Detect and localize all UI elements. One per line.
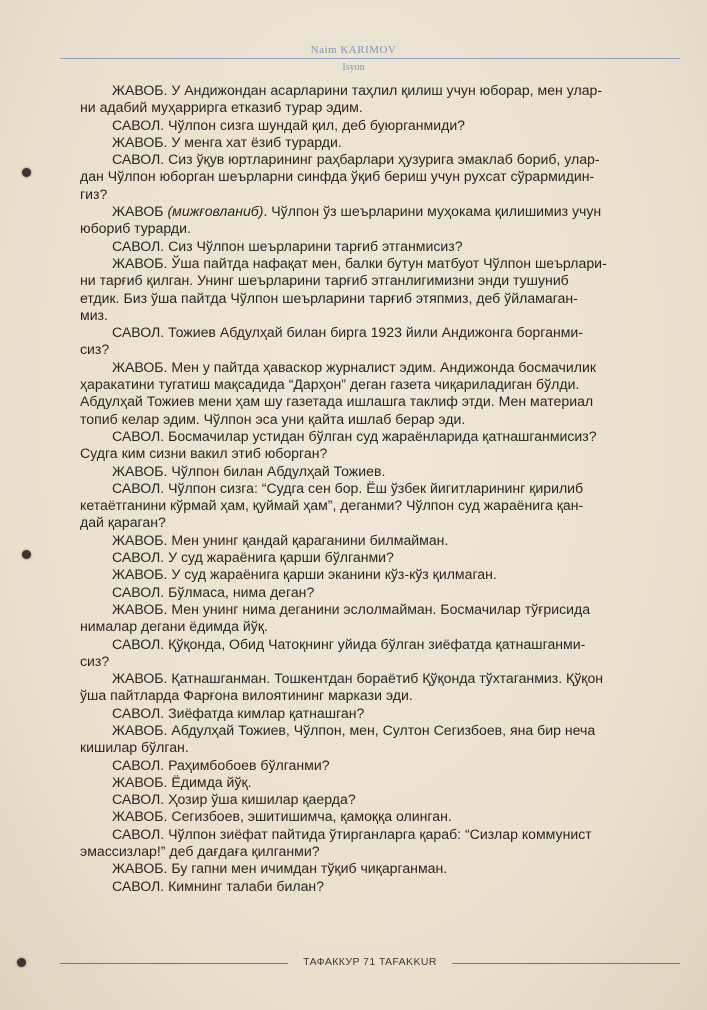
text-line: САВОЛ. Ҳозир ўша кишилар қаерда? xyxy=(112,791,356,808)
text-line: эмассизлар!” деб дағдаға қилганми? xyxy=(80,843,320,860)
text-line: ЖАВОБ. У Андижондан асарларини таҳлил қилиш учун юборар, мен улар- xyxy=(112,82,603,98)
text-line: топиб келар эдим. Чўлпон эса уни қайта ишлаб берар эди. xyxy=(80,410,466,427)
text-line: САВОЛ. Раҳимбобоев бўлганми? xyxy=(112,756,330,773)
text-line: САВОЛ. Босмачилар устидан бўлган суд жараёнларида қатнашганмисиз? xyxy=(112,427,597,444)
text-line: ЖАВОБ. Абдулҳай Тожиев, Чўлпон, мен, Султон Сегизбоев, яна бир неча xyxy=(112,721,596,738)
text-line: САВОЛ. Тожиев Абдулҳай билан бирга 1923 йили Андижонга борганми- xyxy=(112,324,583,341)
text-line: дан Чўлпон юборган шеърларни синфда ўқиб бериш учун рухсат сўрармидин- xyxy=(80,168,595,185)
binder-hole-icon xyxy=(17,958,26,967)
text-line: миз. xyxy=(80,306,108,323)
text-line: САВОЛ. Чўлпон сизга шундай қил, деб буюрганмиди? xyxy=(112,116,466,133)
header-author: Naim KARIMOV xyxy=(310,44,397,56)
text-line: ЖАВОБ. Мен у пайтда ҳаваскор журналист эдим. Андижонда босмачилик xyxy=(112,358,597,375)
text-line: САВОЛ. Сиз Чўлпон шеърларини тарғиб этганмисиз? xyxy=(112,237,463,254)
text-line: гиз? xyxy=(80,185,108,202)
binder-hole-icon xyxy=(22,168,31,177)
text-line: САВОЛ. Чўлпон зиёфат пайтида ўтирганларга қараб: “Сизлар коммунист xyxy=(112,825,592,842)
text-line: ЖАВОБ. Мен унинг нима деганини эслолмайман. Босмачилар тўғрисида xyxy=(112,600,591,617)
text-line: кетаётганини кўрмай ҳам, қуймай ҳам”, деганми? Чўлпон суд жараёнига қан- xyxy=(80,497,584,514)
text-line: сиз? xyxy=(80,341,110,358)
text-line: ЖАВОБ (мижғовланиб). Чўлпон ўз шеърларини муҳокама қилишимиз учун xyxy=(112,203,602,220)
text-line: ни тарғиб қилган. Унинг шеърларини тарғиб этганлигимизни энди тушуниб xyxy=(80,272,569,289)
text-line: ЖАВОБ. Қатнашганман. Тошкентдан бораётиб Қўқонда тўхтаганмиз. Қўқон xyxy=(112,670,604,687)
text-line: дай қараган? xyxy=(80,514,166,531)
text-line: САВОЛ. Чўлпон сизга: “Судга сен бор. Ёш ўзбек йигитларининг қирилиб xyxy=(112,479,584,496)
footer-page-label: ТАФАККУР 71 TAFAKKUR xyxy=(303,956,437,968)
body-text xyxy=(80,82,658,895)
header-divider xyxy=(60,58,680,59)
header-subtitle: Isyon xyxy=(342,62,365,73)
text-line: сиз? xyxy=(80,652,110,669)
text-line: ЖАВОБ. Ўша пайтда нафақат мен, балки бутун матбуот Чўлпон шеърлари- xyxy=(112,254,607,271)
text-line: САВОЛ. Зиёфатда кимлар қатнашган? xyxy=(112,704,365,721)
text-line: ЖАВОБ. Мен унинг қандай қараганини билмайман. xyxy=(112,531,449,548)
binder-hole-icon xyxy=(22,550,31,559)
footer-rule-left xyxy=(60,963,288,964)
text-line: Абдулҳай Тожиев мени ҳам шу газетада ишлашга таклиф этди. Мен материал xyxy=(80,393,594,410)
text-line: ни адабий муҳаррирга етказиб турар эдим. xyxy=(80,99,363,116)
text-line: ЖАВОБ. Чўлпон билан Абдулҳай Тожиев. xyxy=(112,462,386,479)
text-line: нималар дегани ёдимда йўқ. xyxy=(80,618,268,635)
text-line: ЖАВОБ. Бу гапни мен ичимдан тўқиб чиқарганман. xyxy=(112,860,448,877)
footer-rule-right xyxy=(452,963,680,964)
text-line: САВОЛ. Қўқонда, Обид Чатоқнинг уйида бўлган зиёфатда қатнашганми- xyxy=(112,635,586,652)
text-line: юбориб турарди. xyxy=(80,220,191,237)
text-line: ҳаракатини тугатиш мақсадида “Дарҳон” деган газета чиқариладиган бўлди. xyxy=(80,376,580,393)
text-line: САВОЛ. У суд жараёнига қарши бўлганми? xyxy=(112,549,394,566)
text-line: Судга ким сизни вакил этиб юборган? xyxy=(80,445,328,462)
stage-direction: (мижғовланиб) xyxy=(167,203,264,220)
text-line: САВОЛ. Сиз ўқув юртларининг раҳбарлари ҳузурига эмаклаб бориб, улар- xyxy=(112,151,600,168)
text-line: кишилар бўлган. xyxy=(80,739,189,756)
text-line: ЖАВОБ. Ёдимда йўқ. xyxy=(112,773,252,790)
text-line: ўша пайтларда Фарғона вилоятининг маркази эди. xyxy=(80,687,413,704)
text-line: ЖАВОБ. У суд жараёнига қарши эканини кўз-кўз қилмаган. xyxy=(112,566,497,583)
text-line: САВОЛ. Кимнинг талаби билан? xyxy=(112,877,325,894)
text-line: ЖАВОБ. У менга хат ёзиб турарди. xyxy=(112,133,342,150)
text-line: САВОЛ. Бўлмаса, нима деган? xyxy=(112,583,315,600)
text-line: етдик. Биз ўша пайтда Чўлпон шеърларини тарғиб этяпмиз, деб ўйламаган- xyxy=(80,289,578,306)
text-line: ЖАВОБ. Сегизбоев, эшитишимча, қамоққа олинган. xyxy=(112,808,452,825)
